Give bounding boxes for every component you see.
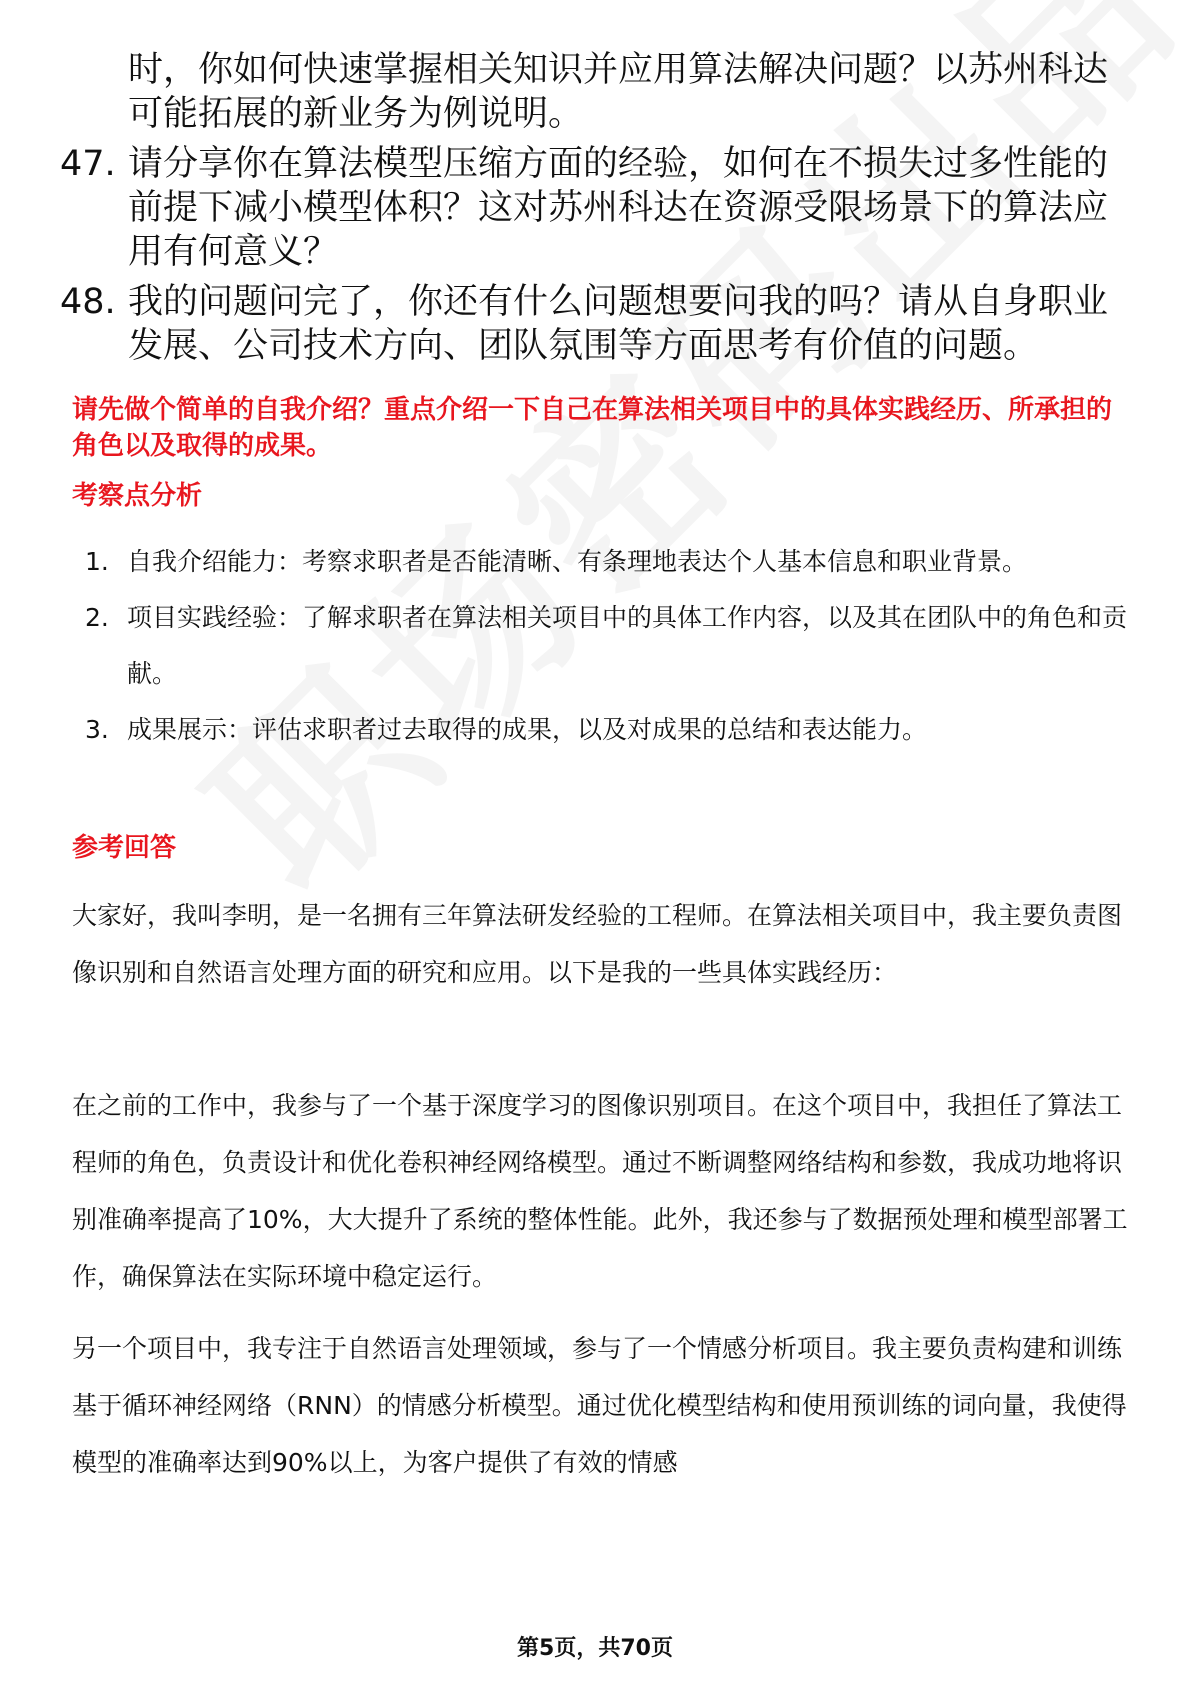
list-item-text: 项目实践经验：了解求职者在算法相关项目中的具体工作内容，以及其在团队中的角色和贡献。 bbox=[127, 603, 1128, 688]
answer-paragraph-project-1: 在之前的工作中，我参与了一个基于深度学习的图像识别项目。在这个项目中，我担任了算法工程师的角色，负责设计和优化卷积神经网络模型。通过不断调整网络结构和参数，我成功地将识别准确率提高了10%，大大提升了系统的整体性能。此外，我还参与了数据预处理和模型部署工作，确保算法在实际环境中稳定运行。 bbox=[72, 1091, 1128, 1291]
question-continuation: 时，你如何快速掌握相关知识并应用算法解决问题？以苏州科达可能拓展的新业务为例说明。 bbox=[128, 50, 1109, 134]
page-number-footer: 第5页，共70页 bbox=[517, 1636, 673, 1661]
list-item bbox=[85, 702, 1135, 758]
list-item bbox=[85, 534, 1135, 590]
analysis-heading: 考察点分析 bbox=[72, 481, 203, 511]
list-item-number: 3. bbox=[85, 715, 109, 744]
list-item-number: 1. bbox=[85, 547, 109, 576]
list-item-number: 2. bbox=[85, 603, 109, 632]
question-number: 48. bbox=[60, 282, 116, 322]
question-text: 我的问题问完了，你还有什么问题想要问我的吗？请从自身职业发展、公司技术方向、团队氛围等方面思考有价值的问题。 bbox=[128, 282, 1109, 366]
answer-paragraph-intro: 大家好，我叫李明，是一名拥有三年算法研发经验的工程师。在算法相关项目中，我主要负责图像识别和自然语言处理方面的研究和应用。以下是我的一些具体实践经历： bbox=[72, 901, 1123, 987]
interview-question-heading: 请先做个简单的自我介绍？重点介绍一下自己在算法相关项目中的具体实践经历、所承担的角色以及取得的成果。 bbox=[72, 395, 1113, 461]
analysis-list bbox=[85, 534, 1135, 758]
list-item-text: 成果展示：评估求职者过去取得的成果，以及对成果的总结和表达能力。 bbox=[127, 715, 928, 744]
answer-heading: 参考回答 bbox=[72, 833, 177, 863]
question-text: 请分享你在算法模型压缩方面的经验，如何在不损失过多性能的前提下减小模型体积？这对苏州科达在资源受限场景下的算法应用有何意义？ bbox=[128, 144, 1109, 272]
answer-paragraph-project-2: 另一个项目中，我专注于自然语言处理领域，参与了一个情感分析项目。我主要负责构建和训练基于循环神经网络（RNN）的情感分析模型。通过优化模型结构和使用预训练的词向量，我使得模型的准确率达到90%以上，为客户提供了有效的情感 bbox=[72, 1334, 1127, 1477]
list-item bbox=[85, 590, 1135, 702]
list-item-text: 自我介绍能力：考察求职者是否能清晰、有条理地表达个人基本信息和职业背景。 bbox=[127, 547, 1028, 576]
question-number: 47. bbox=[60, 144, 116, 184]
